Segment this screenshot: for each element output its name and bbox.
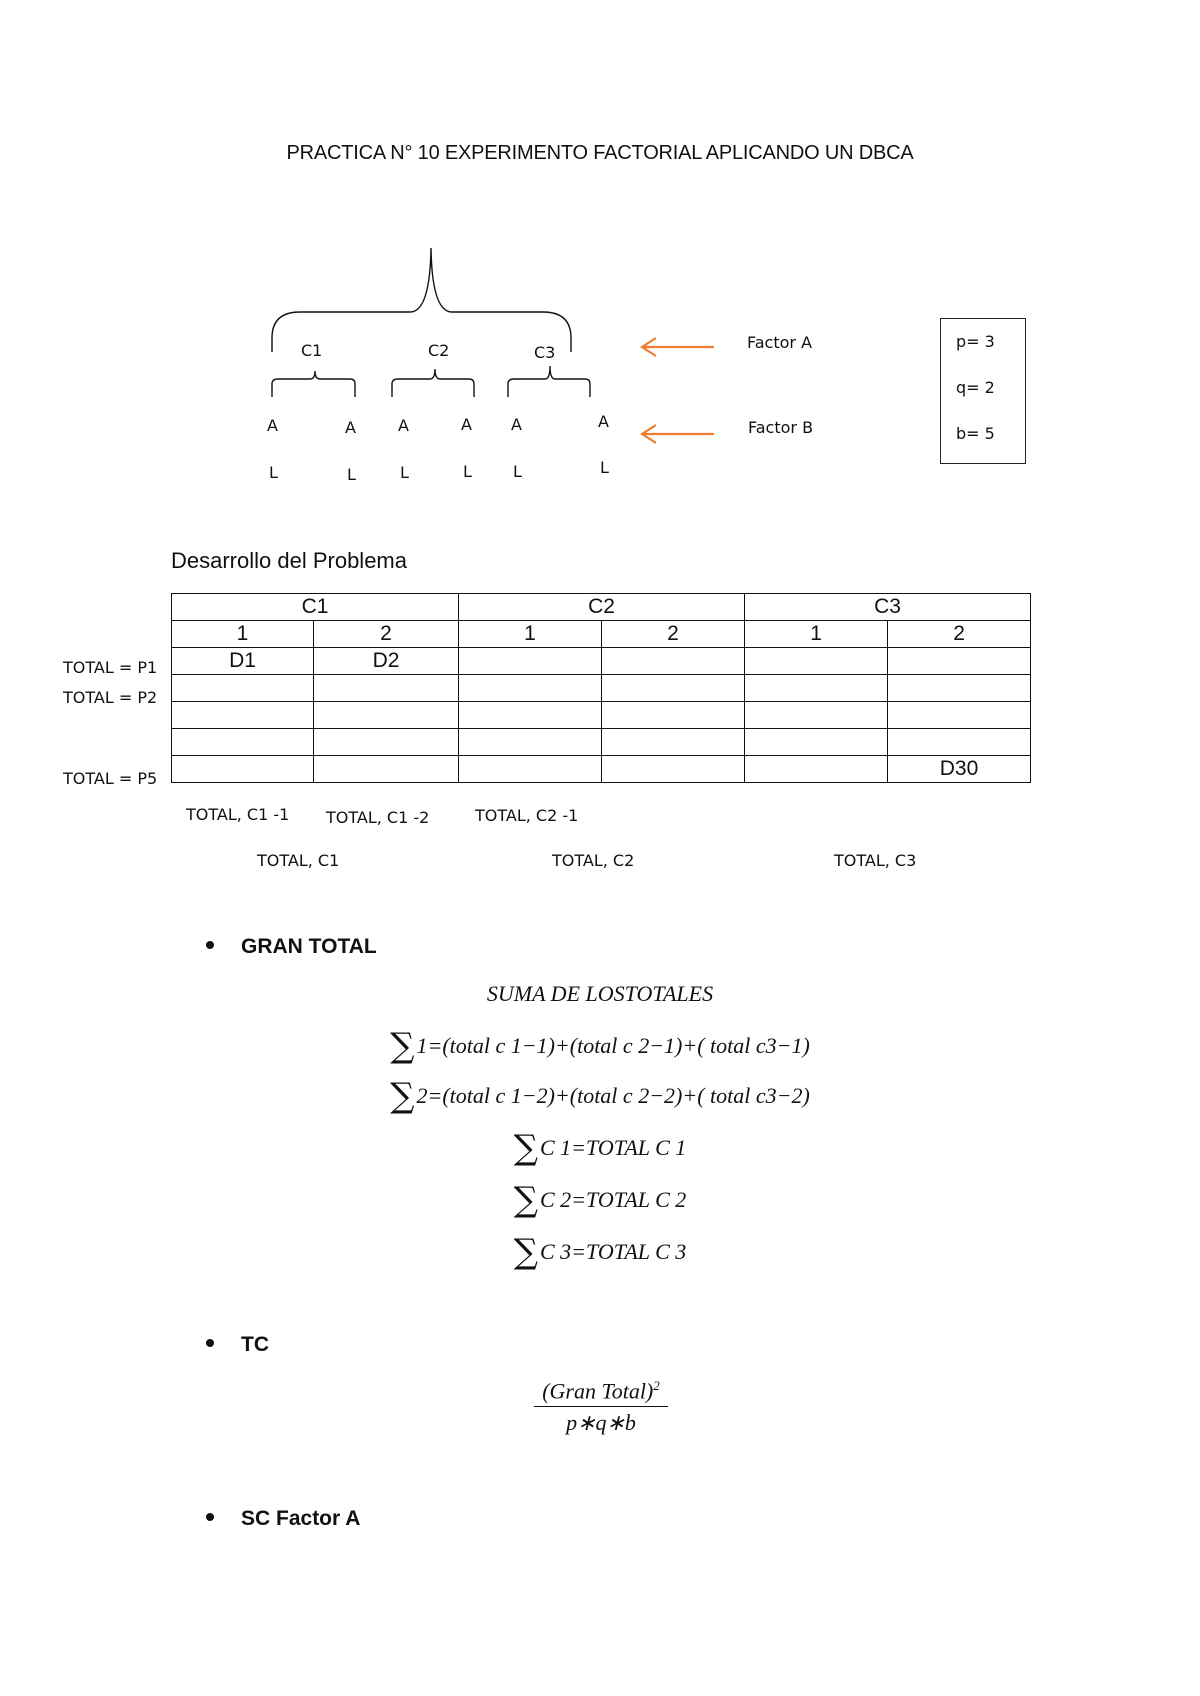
level-c2: C2 <box>428 341 450 360</box>
level-c1: C1 <box>301 341 323 360</box>
col-total-c1-1: TOTAL, C1 -1 <box>186 805 290 824</box>
subheader-cell: 1 <box>172 621 314 648</box>
table-cell: D1 <box>172 648 314 675</box>
table-cell: D30 <box>888 756 1031 783</box>
table-cell <box>459 648 602 675</box>
table-cell <box>172 756 314 783</box>
table-cell <box>745 702 888 729</box>
factor-b-label: Factor B <box>748 418 814 437</box>
b-level-l: L <box>463 462 472 481</box>
param-p: p= 3 <box>956 332 995 351</box>
b-level-a: A <box>598 412 609 431</box>
table-group-header-row <box>172 594 1031 621</box>
table-cell <box>459 702 602 729</box>
table-row <box>172 756 1031 783</box>
b-level-a: A <box>461 415 472 434</box>
group-header-c3: C3 <box>745 594 1031 621</box>
table-cell <box>745 729 888 756</box>
table-cell <box>888 675 1031 702</box>
tc-denominator: p∗q∗b <box>566 1410 636 1436</box>
param-b: b= 5 <box>956 424 995 443</box>
sigma-icon: ∑ <box>390 1026 415 1066</box>
bullet-icon <box>206 1339 214 1347</box>
table-cell <box>888 729 1031 756</box>
gran-total-heading: GRAN TOTAL <box>206 935 377 959</box>
table-cell: D2 <box>314 648 459 675</box>
tc-numerator: (Gran Total)$^2$ <box>534 1378 668 1407</box>
b-level-a: A <box>511 415 522 434</box>
table-cell <box>459 756 602 783</box>
table-cell <box>314 756 459 783</box>
b-level-a: A <box>398 416 409 435</box>
tc-formula <box>534 1378 668 1436</box>
data-table <box>171 593 1031 783</box>
sum-equation-c1: ∑C 1=TOTAL C 1 <box>513 1128 687 1168</box>
group-total-c1: TOTAL, C1 <box>257 851 340 870</box>
section-subtitle: Desarrollo del Problema <box>171 548 407 573</box>
sigma-icon: ∑ <box>513 1232 538 1272</box>
bullet-icon <box>206 941 214 949</box>
table-cell <box>745 756 888 783</box>
gran-total-caption: SUMA DE LOSTOTALES <box>486 981 714 1006</box>
table-row <box>172 702 1031 729</box>
table-cell <box>459 729 602 756</box>
group-header-c2: C2 <box>459 594 745 621</box>
factor-b-brace-c3 <box>508 366 590 397</box>
table-cell <box>602 702 745 729</box>
col-total-c1-2: TOTAL, C1 -2 <box>326 808 430 827</box>
table-cell <box>602 648 745 675</box>
table-cell <box>745 648 888 675</box>
table-cell <box>314 702 459 729</box>
table-cell <box>888 648 1031 675</box>
b-level-l: L <box>513 462 522 481</box>
sigma-icon: ∑ <box>513 1180 538 1220</box>
row-label-p5: TOTAL = P5 <box>63 769 158 788</box>
sum-equation-c2: ∑C 2=TOTAL C 2 <box>513 1180 687 1220</box>
subheader-cell: 1 <box>745 621 888 648</box>
table-cell <box>459 675 602 702</box>
b-level-l: L <box>400 463 409 482</box>
level-c3: C3 <box>534 343 556 362</box>
subheader-cell: 1 <box>459 621 602 648</box>
table-row <box>172 729 1031 756</box>
table-cell <box>172 675 314 702</box>
table-subheader-row <box>172 621 1031 648</box>
sum-equation-2: ∑2=(total c 1−2)+(total c 2−2)+( total c3−2) <box>390 1076 810 1116</box>
bullet-icon <box>206 1513 214 1521</box>
tc-heading: TC <box>206 1333 269 1357</box>
group-total-c3: TOTAL, C3 <box>834 851 917 870</box>
subheader-cell: 2 <box>314 621 459 648</box>
b-level-l: L <box>269 463 278 482</box>
table-cell <box>745 675 888 702</box>
table-row <box>172 648 1031 675</box>
sum-equation-c3: ∑C 3=TOTAL C 3 <box>513 1232 687 1272</box>
row-label-p2: TOTAL = P2 <box>63 688 158 707</box>
sigma-icon: ∑ <box>513 1128 538 1168</box>
table-row <box>172 675 1031 702</box>
table-cell <box>172 729 314 756</box>
subheader-cell: 2 <box>888 621 1031 648</box>
table-cell <box>888 702 1031 729</box>
param-q: q= 2 <box>956 378 995 397</box>
table-cell <box>314 675 459 702</box>
b-level-a: A <box>345 418 356 437</box>
table-cell <box>314 729 459 756</box>
factor-a-brace <box>272 248 571 352</box>
subheader-cell: 2 <box>602 621 745 648</box>
table-cell <box>602 729 745 756</box>
sum-equation-1: ∑1=(total c 1−1)+(total c 2−1)+( total c3−1) <box>390 1026 810 1066</box>
factor-b-brace-c1 <box>272 371 355 397</box>
table-cell <box>602 675 745 702</box>
b-level-l: L <box>600 458 609 477</box>
table-cell <box>172 702 314 729</box>
sc-factor-a-heading: SC Factor A <box>206 1507 360 1531</box>
table-cell <box>602 756 745 783</box>
factor-a-label: Factor A <box>747 333 813 352</box>
factor-b-brace-c2 <box>392 369 474 397</box>
b-level-l: L <box>347 465 356 484</box>
group-header-c1: C1 <box>172 594 459 621</box>
col-total-c2-1: TOTAL, C2 -1 <box>475 806 579 825</box>
group-total-c2: TOTAL, C2 <box>552 851 635 870</box>
sigma-icon: ∑ <box>390 1076 415 1116</box>
b-level-a: A <box>267 416 278 435</box>
row-label-p1: TOTAL = P1 <box>63 658 158 677</box>
page-title: PRACTICA N° 10 EXPERIMENTO FACTORIAL APLICANDO UN DBCA <box>286 142 914 164</box>
parameters-box <box>940 318 1026 464</box>
